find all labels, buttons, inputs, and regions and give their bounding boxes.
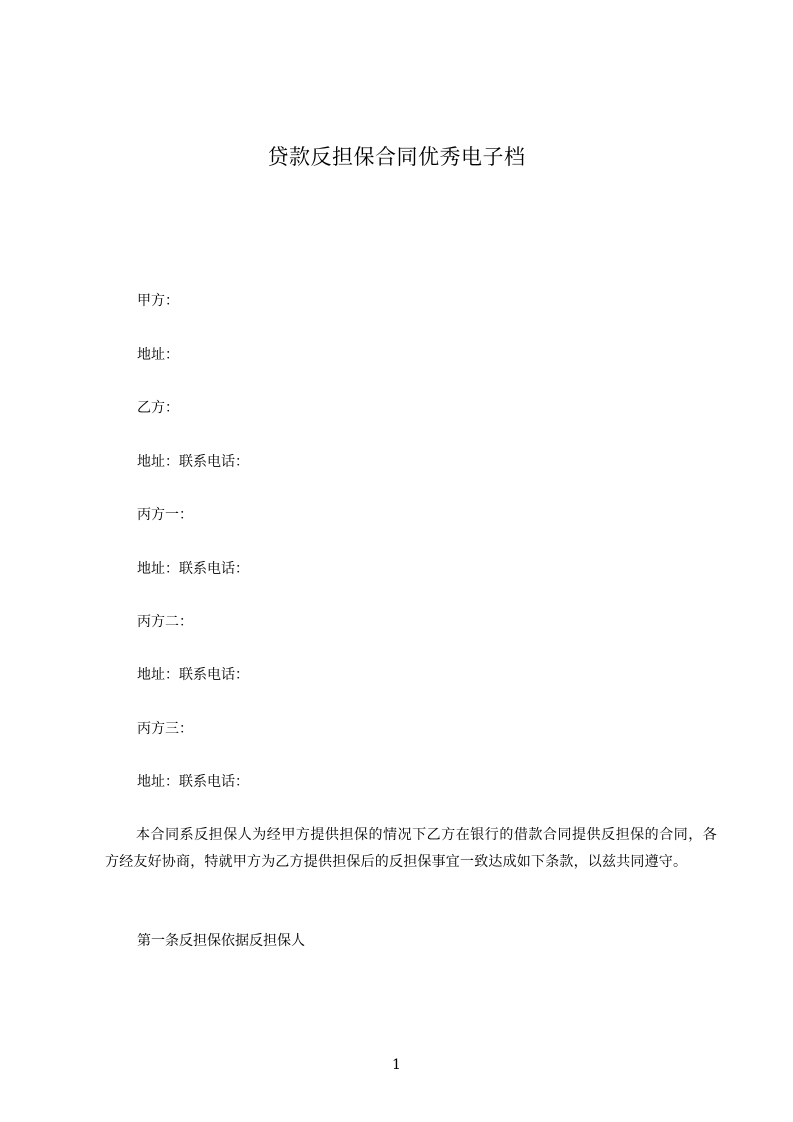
party-c3-address-phone: 地址：联系电话： [137,774,249,790]
party-c3-label: 丙方三： [137,721,193,737]
party-c2-address-phone: 地址：联系电话： [137,667,249,683]
page-number: 1 [392,1057,401,1073]
party-a-label: 甲方： [137,293,179,309]
party-c1-label: 丙方一： [137,507,193,523]
party-c2-label: 丙方二： [137,614,193,630]
party-a-address: 地址： [137,347,179,363]
document-title: 贷款反担保合同优秀电子档 [267,145,526,169]
party-c1-address-phone: 地址：联系电话： [137,561,249,577]
contract-intro-paragraph: 本合同系反担保人为经甲方提供担保的情况下乙方在银行的借款合同提供反担保的合同，各方经友好协商，特就甲方为乙方提供担保后的反担保事宜一致达成如下条款，以兹共同遵守。 [105,827,717,870]
party-b-label: 乙方： [137,400,179,416]
clause-one-heading: 第一条反担保依据反担保人 [137,933,305,949]
party-b-address-phone: 地址：联系电话： [137,454,249,470]
